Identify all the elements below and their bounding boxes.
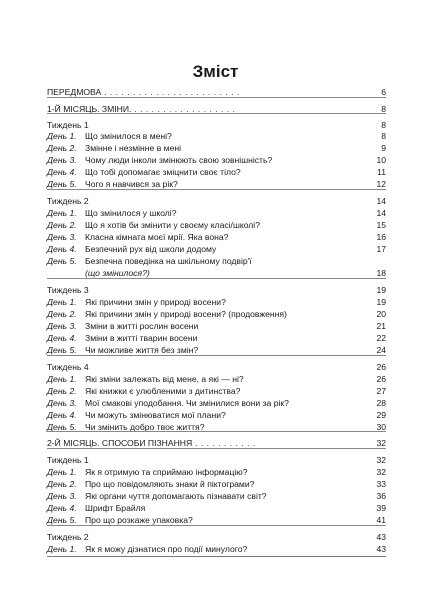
section-divider bbox=[47, 97, 386, 98]
toc-day-label: День 2. bbox=[47, 309, 77, 319]
toc-entry bbox=[47, 385, 386, 397]
toc-page-number: 43 bbox=[376, 544, 386, 554]
toc-page-number: 39 bbox=[376, 503, 386, 513]
toc-page-number: 8 bbox=[381, 131, 386, 141]
toc-entry-title bbox=[85, 207, 343, 219]
toc-entry-text: Тиждень 1 bbox=[47, 120, 89, 130]
toc-page-number: 18 bbox=[376, 268, 386, 278]
toc-entry-title bbox=[85, 332, 343, 344]
toc-entry-title bbox=[85, 543, 343, 555]
toc-entry-text: 1-Й МІСЯЦЬ. ЗМІНИ. bbox=[47, 104, 132, 114]
toc-week-entry bbox=[47, 361, 386, 373]
toc-entry bbox=[47, 296, 386, 308]
toc-entry bbox=[47, 166, 386, 178]
toc-day-label: День 5. bbox=[47, 345, 77, 355]
toc-entry bbox=[47, 502, 386, 514]
toc-entry bbox=[47, 243, 386, 255]
toc-entry-text: Чи можуть змінюватися мої плани? bbox=[85, 410, 226, 420]
toc-page-number: 28 bbox=[376, 398, 386, 408]
toc-entry-text: Чого я навчився за рік? bbox=[85, 179, 178, 189]
toc-entry-title bbox=[85, 385, 343, 397]
toc-day-label: День 5. bbox=[47, 422, 77, 432]
section-divider bbox=[47, 448, 386, 449]
toc-entry-title bbox=[85, 231, 343, 243]
toc-day-label: День 2. bbox=[47, 479, 77, 489]
toc-entry bbox=[47, 490, 386, 502]
toc-entry bbox=[47, 255, 386, 267]
toc-entry bbox=[47, 231, 386, 243]
toc-entry bbox=[47, 130, 386, 142]
toc-day-label: День 3. bbox=[47, 155, 77, 165]
toc-entry-title bbox=[85, 255, 343, 267]
toc-page-number: 20 bbox=[376, 309, 386, 319]
toc-entry-text: Чи можливе життя без змін? bbox=[85, 345, 199, 355]
toc-entry-text: Які причини змін у природі восени? bbox=[85, 297, 226, 307]
toc-entry-text: Чому люди інколи змінюють свою зовнішність? bbox=[85, 155, 273, 165]
toc-entry-text: Тиждень 2 bbox=[47, 532, 89, 542]
toc-entry-text: Тиждень 2 bbox=[47, 196, 89, 206]
toc-entry-title bbox=[85, 320, 343, 332]
toc-entry-title bbox=[85, 478, 343, 490]
toc-page-number: 17 bbox=[376, 244, 386, 254]
toc-entry-title bbox=[47, 195, 347, 207]
toc-page-number: 6 bbox=[381, 87, 386, 97]
toc-page-number: 36 bbox=[376, 491, 386, 501]
toc-page-number: 32 bbox=[376, 455, 386, 465]
toc-entry bbox=[47, 320, 386, 332]
toc-entry-text: Змінне і незмінне в мені bbox=[85, 143, 182, 153]
toc-day-label: День 3. bbox=[47, 491, 77, 501]
toc-day-label: День 1. bbox=[47, 297, 77, 307]
leader-dots: . . . . . . . . . . . bbox=[192, 438, 256, 448]
toc-page-number: 41 bbox=[376, 515, 386, 525]
toc-entry-text: Які книжки є улюбленими з дитинства? bbox=[85, 386, 241, 396]
toc-entry bbox=[47, 397, 386, 409]
toc-entry-text: Про що повідомляють знаки й піктограми? bbox=[85, 479, 255, 489]
toc-day-label: День 5. bbox=[47, 515, 77, 525]
toc-entry-title bbox=[85, 502, 343, 514]
toc-entry-title bbox=[85, 296, 343, 308]
toc-entry-text: Що тобі допомагає зміцнити своє тіло? bbox=[85, 167, 241, 177]
toc-page-number: 19 bbox=[376, 285, 386, 295]
toc-entry-title bbox=[47, 284, 347, 296]
toc-day-label: День 4. bbox=[47, 503, 77, 513]
toc-page-number: 16 bbox=[376, 232, 386, 242]
toc-entry-title bbox=[85, 219, 343, 231]
toc-entry-text: Шрифт Брайля bbox=[85, 503, 146, 513]
toc-entry bbox=[47, 154, 386, 166]
toc-day-label: День 1. bbox=[47, 374, 77, 384]
toc-page-number: 12 bbox=[376, 179, 386, 189]
toc-week-entry bbox=[47, 531, 386, 543]
toc-entry-text: (що змінилося?) bbox=[85, 268, 150, 278]
leader-dots: . . . . . . . . . . . . . . . . . . . . . . . . bbox=[101, 87, 240, 97]
toc-week-entry bbox=[47, 284, 386, 296]
toc-entry-title bbox=[85, 166, 343, 178]
toc-entry bbox=[47, 409, 386, 421]
toc-entry-text: Які органи чуття допомагають пізнавати світ? bbox=[85, 491, 267, 501]
toc-entry-text: Про що розкаже упаковка? bbox=[85, 515, 193, 525]
page-title: Зміст bbox=[192, 62, 239, 81]
toc-entry-title bbox=[85, 409, 343, 421]
toc-day-label: День 5. bbox=[47, 256, 77, 266]
toc-page-number: 24 bbox=[376, 345, 386, 355]
toc-entry-title bbox=[47, 361, 347, 373]
section-divider bbox=[47, 355, 386, 356]
toc-page-number: 26 bbox=[376, 374, 386, 384]
toc-entry bbox=[47, 332, 386, 344]
toc-page-number: 22 bbox=[376, 333, 386, 343]
toc-entry-title bbox=[47, 454, 347, 466]
toc-day-label: День 3. bbox=[47, 398, 77, 408]
toc-page-number: 19 bbox=[376, 297, 386, 307]
toc-day-label: День 4. bbox=[47, 333, 77, 343]
toc-entry-text: Які причини змін у природі восени? (продовження) bbox=[85, 309, 287, 319]
toc-page-number: 9 bbox=[381, 143, 386, 153]
toc-entry-text: Як я можу дізнатися про події минулого? bbox=[85, 544, 248, 554]
toc-entry-title bbox=[85, 373, 343, 385]
toc-entry bbox=[47, 207, 386, 219]
toc-entry-text: Що змінилося у школі? bbox=[85, 208, 177, 218]
toc-entry-title bbox=[85, 308, 343, 320]
toc-entry-text: Зміни в житті тварин восени bbox=[85, 333, 198, 343]
toc-entry-text: Безпечна поведінка на шкільному подвір'ї bbox=[85, 256, 252, 266]
toc-entry-text: ПЕРЕДМОВА bbox=[47, 87, 102, 97]
toc-entry bbox=[47, 543, 386, 555]
toc-page-number: 11 bbox=[377, 167, 386, 177]
toc-page-number: 43 bbox=[376, 532, 386, 542]
section-divider bbox=[47, 431, 386, 432]
toc-entry-text: Зміни в житті рослин восени bbox=[85, 321, 199, 331]
toc-day-label: День 3. bbox=[47, 321, 77, 331]
toc-day-label: День 1. bbox=[47, 131, 77, 141]
toc-page-number: 21 bbox=[376, 321, 386, 331]
toc-entry bbox=[47, 373, 386, 385]
toc-day-label: День 2. bbox=[47, 143, 77, 153]
toc-entry-text: Які зміни залежать від мене, а які — ні? bbox=[85, 374, 244, 384]
toc-week-entry bbox=[47, 195, 386, 207]
toc-day-label: День 2. bbox=[47, 386, 77, 396]
toc-page-number: 30 bbox=[376, 422, 386, 432]
toc-entry-title bbox=[85, 397, 343, 409]
toc-entry-title bbox=[85, 130, 343, 142]
toc-entry-title bbox=[85, 490, 343, 502]
toc-entry-title bbox=[85, 154, 343, 166]
section-divider bbox=[47, 278, 386, 279]
toc-day-label: День 1. bbox=[47, 544, 77, 554]
toc-entry-text: Як я отримую та сприймаю інформацію? bbox=[85, 467, 248, 477]
toc-day-label: День 4. bbox=[47, 167, 77, 177]
toc-entry-text: Класна кімната моєї мрії. Яка вона? bbox=[85, 232, 229, 242]
toc-entry-text: Мої смакові уподобання. Чи змінилися вони за рік? bbox=[85, 398, 289, 408]
toc-entry bbox=[47, 142, 386, 154]
toc-entry bbox=[47, 219, 386, 231]
toc-entry-text: Чи змінить добро твоє життя? bbox=[85, 422, 205, 432]
toc-entry-title bbox=[47, 531, 347, 543]
toc-entry-text: Тиждень 3 bbox=[47, 285, 89, 295]
toc-page-number: 8 bbox=[381, 104, 386, 114]
toc-day-label: День 1. bbox=[47, 208, 77, 218]
toc-page-number: 33 bbox=[376, 479, 386, 489]
toc-page-number: 26 bbox=[376, 362, 386, 372]
toc-entry-title bbox=[85, 243, 343, 255]
toc-day-label: День 5. bbox=[47, 179, 77, 189]
toc-entry-title bbox=[85, 466, 343, 478]
toc-entry-text: Що я хотів би змінити у своєму класі/школі? bbox=[85, 220, 260, 230]
toc-entry-title bbox=[85, 142, 343, 154]
toc-day-label: День 4. bbox=[47, 244, 77, 254]
toc-page-number: 15 bbox=[376, 220, 386, 230]
toc-day-label: День 2. bbox=[47, 220, 77, 230]
section-divider bbox=[47, 113, 386, 114]
toc-page-number: 14 bbox=[376, 196, 386, 206]
leader-dots: . . . . . . . . . . . . . . . . . . bbox=[131, 104, 236, 114]
toc-day-label: День 3. bbox=[47, 232, 77, 242]
toc-entry-text: Тиждень 4 bbox=[47, 362, 89, 372]
section-divider bbox=[47, 189, 386, 190]
section-divider bbox=[47, 525, 386, 526]
toc-day-label: День 4. bbox=[47, 410, 77, 420]
toc-page-number: 8 bbox=[381, 120, 386, 130]
toc-entry bbox=[47, 308, 386, 320]
toc-entry bbox=[47, 466, 386, 478]
toc-page-number: 10 bbox=[376, 155, 386, 165]
toc-day-label: День 1. bbox=[47, 467, 77, 477]
toc-page-number: 29 bbox=[376, 410, 386, 420]
toc-page-number: 32 bbox=[376, 438, 386, 448]
toc-page-number: 14 bbox=[376, 208, 386, 218]
section-divider bbox=[47, 556, 386, 557]
toc-page-number: 27 bbox=[376, 386, 386, 396]
toc-week-entry bbox=[47, 454, 386, 466]
toc-entry-text: 2-Й МІСЯЦЬ. СПОСОБИ ПІЗНАННЯ bbox=[47, 438, 193, 448]
toc-page-number: 32 bbox=[376, 467, 386, 477]
toc-entry-text: Тиждень 1 bbox=[47, 455, 89, 465]
toc-entry bbox=[47, 478, 386, 490]
toc-entry-text: Безпечний рух від школи додому bbox=[85, 244, 217, 254]
toc-entry-text: Що змінилося в мені? bbox=[85, 131, 172, 141]
